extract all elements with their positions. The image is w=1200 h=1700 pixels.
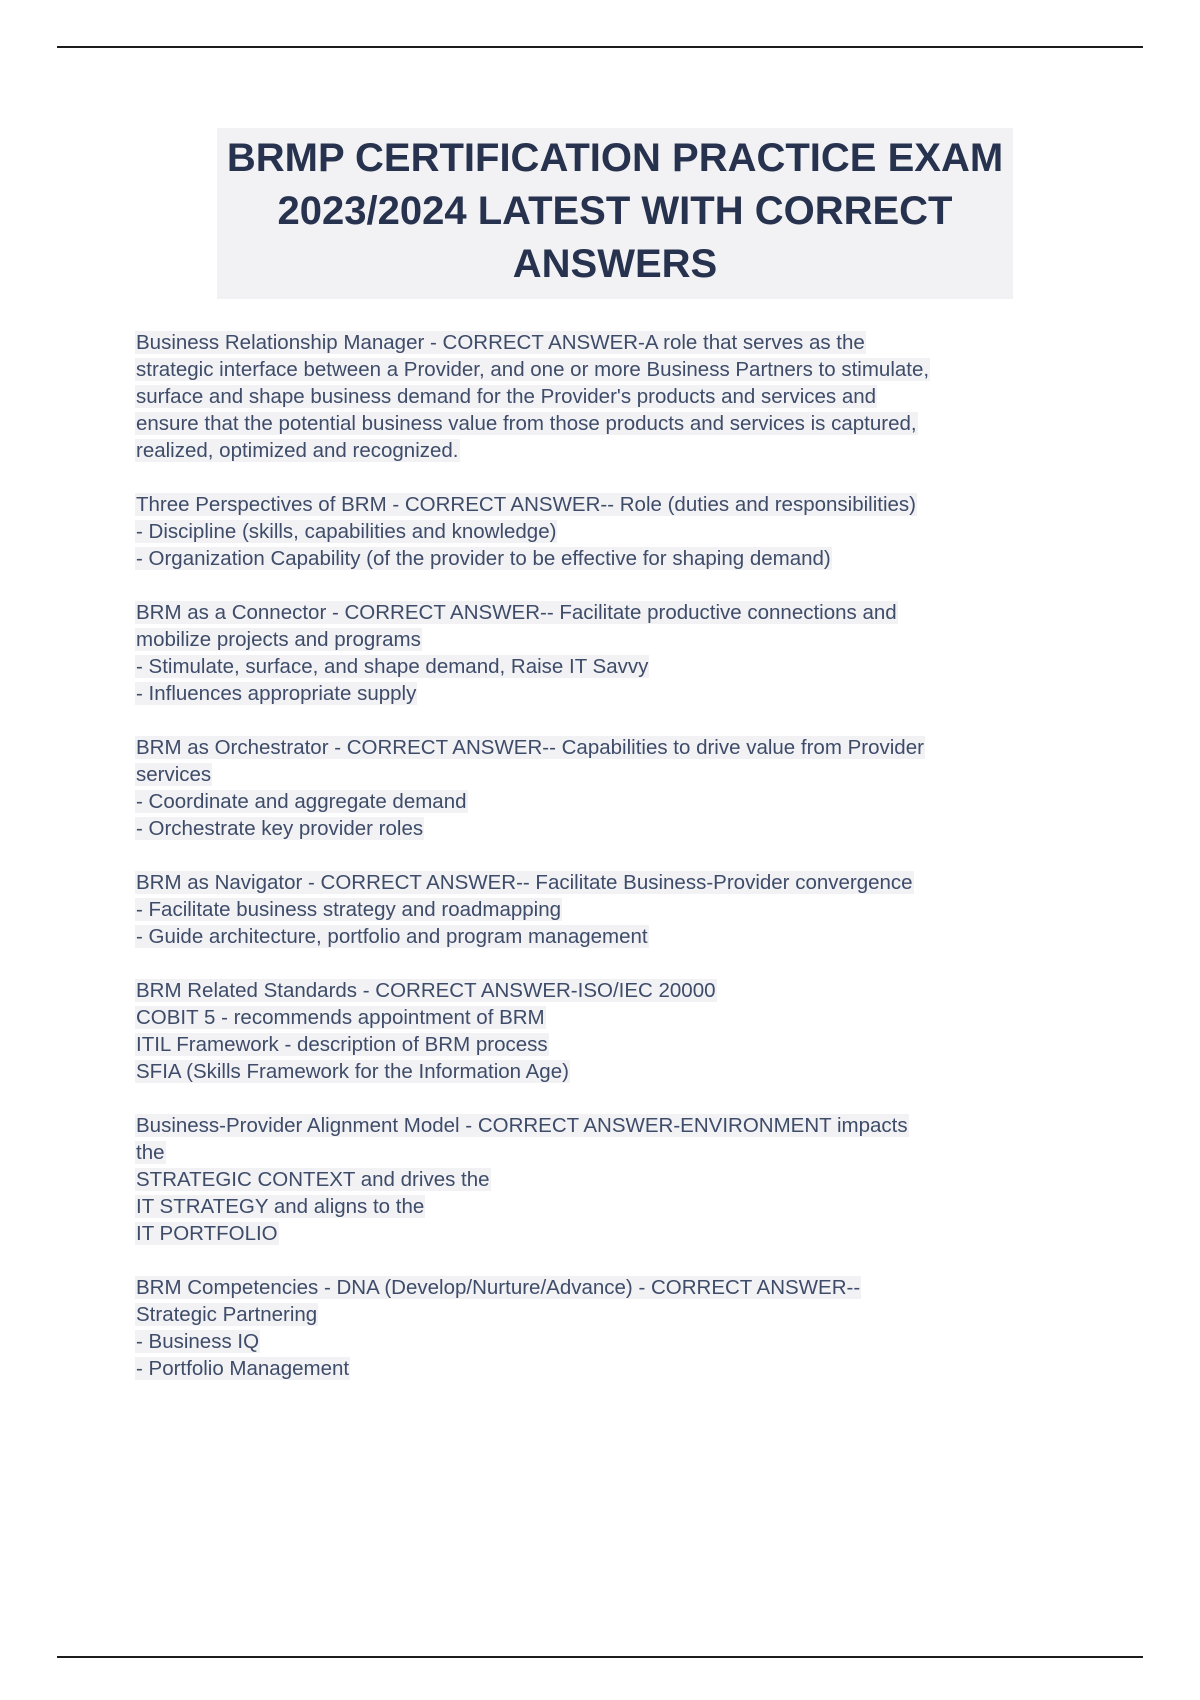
bottom-horizontal-rule	[57, 1656, 1143, 1658]
highlighted-text: - Business IQ	[136, 1330, 260, 1353]
text-line	[135, 437, 1095, 464]
highlighted-text: BRM Related Standards - CORRECT ANSWER-ISO/IEC 20000	[136, 979, 716, 1002]
text-line	[135, 1058, 1095, 1085]
highlighted-text: - Influences appropriate supply	[136, 682, 417, 705]
text-line	[135, 653, 1095, 680]
text-line	[135, 815, 1095, 842]
highlighted-text: - Stimulate, surface, and shape demand, Raise IT Savvy	[136, 655, 649, 678]
highlighted-text: surface and shape business demand for the Provider's products and services and	[136, 385, 877, 408]
highlighted-text: STRATEGIC CONTEXT and drives the	[136, 1168, 490, 1191]
highlighted-text: mobilize projects and programs	[136, 628, 421, 651]
text-line	[135, 734, 1095, 761]
highlighted-text: ensure that the potential business value from those products and services is captured,	[136, 412, 917, 435]
text-line	[135, 680, 1095, 707]
highlighted-text: strategic interface between a Provider, and one or more Business Partners to stimulate,	[136, 358, 930, 381]
text-line	[135, 383, 1095, 410]
qa-paragraph	[135, 977, 1095, 1085]
highlighted-text: the	[136, 1141, 165, 1164]
highlighted-text: - Orchestrate key provider roles	[136, 817, 424, 840]
text-line	[135, 1355, 1095, 1382]
qa-paragraph	[135, 491, 1095, 572]
qa-paragraph	[135, 1274, 1095, 1382]
highlighted-text: - Guide architecture, portfolio and program management	[136, 925, 648, 948]
text-line	[135, 1274, 1095, 1301]
text-line	[135, 1139, 1095, 1166]
highlighted-text: Business-Provider Alignment Model - CORRECT ANSWER-ENVIRONMENT impacts	[136, 1114, 908, 1137]
text-line	[135, 977, 1095, 1004]
highlighted-text: IT STRATEGY and aligns to the	[136, 1195, 425, 1218]
highlighted-text: IT PORTFOLIO	[136, 1222, 278, 1245]
text-line	[135, 626, 1095, 653]
qa-paragraph	[135, 329, 1095, 464]
qa-paragraph	[135, 1112, 1095, 1247]
text-line	[135, 1193, 1095, 1220]
qa-paragraph	[135, 734, 1095, 842]
text-line	[135, 923, 1095, 950]
highlighted-text: - Facilitate business strategy and roadmapping	[136, 898, 562, 921]
title-line: BRMP CERTIFICATION PRACTICE EXAM	[226, 136, 1004, 180]
title-line: 2023/2024 LATEST WITH CORRECT	[277, 189, 953, 233]
text-line	[135, 1004, 1095, 1031]
highlighted-text: COBIT 5 - recommends appointment of BRM	[136, 1006, 545, 1029]
highlighted-text: BRM as Navigator - CORRECT ANSWER-- Facilitate Business-Provider convergence	[136, 871, 913, 894]
text-line	[135, 1301, 1095, 1328]
text-line	[135, 869, 1095, 896]
top-horizontal-rule	[57, 46, 1143, 48]
highlighted-text: - Portfolio Management	[136, 1357, 350, 1380]
text-line	[135, 1031, 1095, 1058]
document-body	[135, 329, 1095, 1382]
text-line	[135, 761, 1095, 788]
text-line	[135, 410, 1095, 437]
text-line	[135, 1220, 1095, 1247]
highlighted-text: - Discipline (skills, capabilities and knowledge)	[136, 520, 557, 543]
text-line	[135, 1166, 1095, 1193]
text-line	[135, 491, 1095, 518]
title-line: ANSWERS	[512, 242, 718, 286]
text-line	[135, 1112, 1095, 1139]
highlighted-text: BRM Competencies - DNA (Develop/Nurture/Advance) - CORRECT ANSWER--	[136, 1276, 861, 1299]
text-line	[135, 788, 1095, 815]
highlighted-text: - Coordinate and aggregate demand	[136, 790, 467, 813]
highlighted-text: services	[136, 763, 212, 786]
text-line	[135, 599, 1095, 626]
highlighted-text: BRM as a Connector - CORRECT ANSWER-- Facilitate productive connections and	[136, 601, 897, 624]
text-line	[135, 545, 1095, 572]
highlighted-text: - Organization Capability (of the provider to be effective for shaping demand)	[136, 547, 831, 570]
highlighted-text: realized, optimized and recognized.	[136, 439, 459, 462]
qa-paragraph	[135, 599, 1095, 707]
text-line	[135, 518, 1095, 545]
page-content	[135, 128, 1095, 1409]
highlighted-text: Strategic Partnering	[136, 1303, 318, 1326]
highlighted-text: ITIL Framework - description of BRM process	[136, 1033, 548, 1056]
document-title	[217, 128, 1013, 299]
text-line	[135, 329, 1095, 356]
text-line	[135, 1328, 1095, 1355]
highlighted-text: SFIA (Skills Framework for the Information Age)	[136, 1060, 569, 1083]
highlighted-text: Business Relationship Manager - CORRECT ANSWER-A role that serves as the	[136, 331, 865, 354]
highlighted-text: Three Perspectives of BRM - CORRECT ANSWER-- Role (duties and responsibilities)	[136, 493, 917, 516]
text-line	[135, 356, 1095, 383]
highlighted-text: BRM as Orchestrator - CORRECT ANSWER-- Capabilities to drive value from Provider	[136, 736, 924, 759]
qa-paragraph	[135, 869, 1095, 950]
text-line	[135, 896, 1095, 923]
